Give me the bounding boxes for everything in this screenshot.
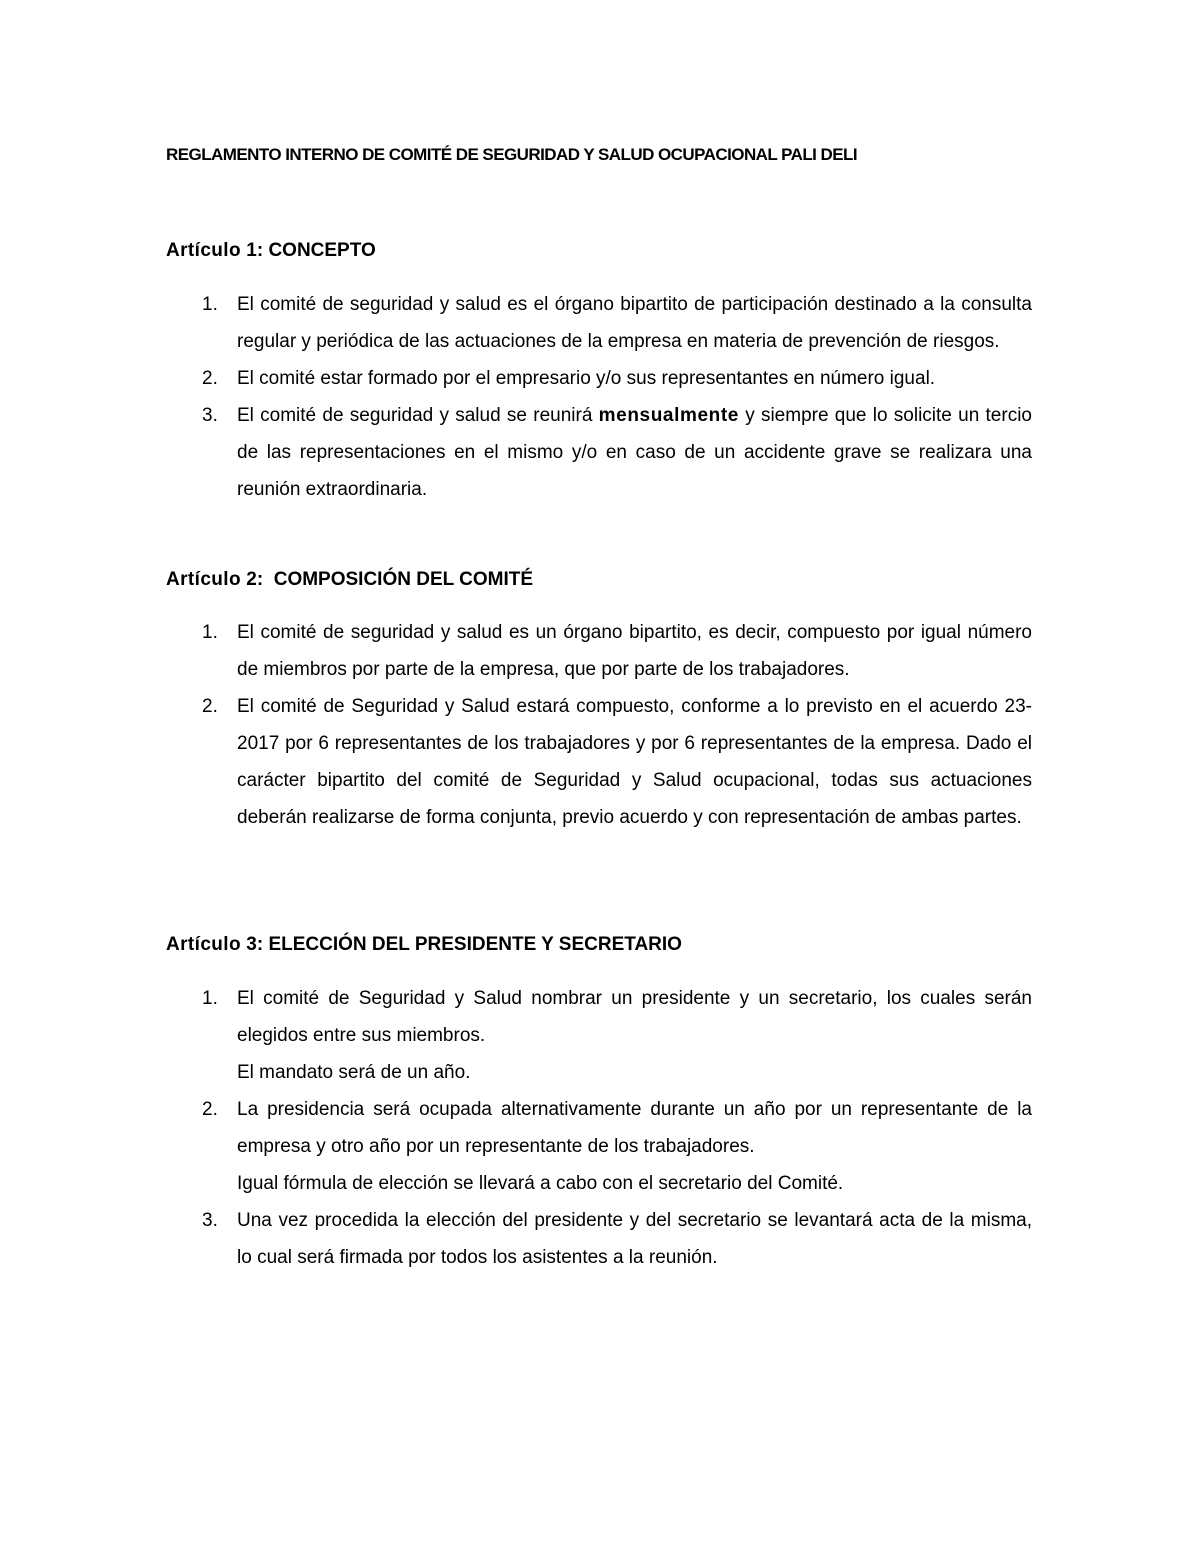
- list-item-extra: El mandato será de un año.: [237, 1062, 471, 1083]
- article-1-heading: [166, 237, 376, 265]
- list-item-text: El comité de seguridad y salud es el órgano bipartito de participación destinado a la consulta regular y periódica de las actuaciones de la empresa en materia de prevención de riesgos.: [237, 294, 1032, 352]
- list-item-number: 2.: [202, 696, 218, 717]
- list-item-emphasis: mensualmente: [598, 405, 739, 426]
- article-3-word: Artículo: [166, 934, 241, 955]
- article-3-heading: [166, 931, 682, 959]
- article-1-title: 1: CONCEPTO: [246, 240, 376, 261]
- list-item-number: 2.: [202, 368, 218, 389]
- list-item: [166, 1202, 1032, 1276]
- article-1-list: [166, 286, 1032, 508]
- article-2-heading: [166, 566, 533, 594]
- document-title: REGLAMENTO INTERNO DE COMITÉ DE SEGURIDAD Y SALUD OCUPACIONAL PALI DELI: [166, 145, 858, 164]
- list-item-number: 1.: [202, 988, 218, 1009]
- list-item-text: El comité de Seguridad y Salud nombrar un presidente y un secretario, los cuales serán elegidos entre sus miembros.: [237, 988, 1032, 1046]
- list-item: [166, 1091, 1032, 1202]
- list-item-number: 3.: [202, 405, 218, 426]
- list-item: [166, 360, 1032, 397]
- article-2-list: [166, 614, 1032, 836]
- article-3-title: 3: ELECCIÓN DEL PRESIDENTE Y SECRETARIO: [246, 934, 682, 955]
- list-item: [166, 688, 1032, 836]
- list-item-text: La presidencia será ocupada alternativamente durante un año por un representante de la empresa y otro año por un representante de los trabajadores.: [237, 1099, 1032, 1157]
- list-item-number: 3.: [202, 1210, 218, 1231]
- list-item-number: 2.: [202, 1099, 218, 1120]
- list-item-number: 1.: [202, 294, 218, 315]
- list-item-text: El comité estar formado por el empresario y/o sus representantes en número igual.: [237, 368, 936, 389]
- list-item-number: 1.: [202, 622, 218, 643]
- list-item-text-after: y siempre que lo solicite un tercio de las representaciones en el mismo y/o en caso de un accidente grave se realizara una reunión extraordinaria.: [237, 405, 1032, 500]
- list-item: [166, 397, 1032, 508]
- list-item-text: El comité de Seguridad y Salud estará compuesto, conforme a lo previsto en el acuerdo 23-2017 por 6 representantes de los trabajadores y por 6 representantes de la empresa. Dado el carácter bipartito del comité de Seguridad y Salud ocupacional, todas sus actuaciones deberán realizarse de forma conjunta, previo acuerdo y con representación de ambas partes.: [237, 696, 1032, 828]
- article-2-title: 2: COMPOSICIÓN DEL COMITÉ: [246, 569, 534, 590]
- article-3-list: [166, 980, 1032, 1276]
- list-item-text: Una vez procedida la elección del presidente y del secretario se levantará acta de la misma, lo cual será firmada por todos los asistentes a la reunión.: [237, 1210, 1032, 1268]
- article-1-word: Artículo: [166, 240, 241, 261]
- list-item-text-before: El comité de seguridad y salud se reunirá: [237, 405, 593, 426]
- list-item-extra: Igual fórmula de elección se llevará a cabo con el secretario del Comité.: [237, 1173, 844, 1194]
- article-2-word: Artículo: [166, 569, 241, 590]
- list-item: [166, 980, 1032, 1091]
- list-item: [166, 286, 1032, 360]
- list-item: [166, 614, 1032, 688]
- list-item-text: El comité de seguridad y salud es un órgano bipartito, es decir, compuesto por igual número de miembros por parte de la empresa, que por parte de los trabajadores.: [237, 622, 1032, 680]
